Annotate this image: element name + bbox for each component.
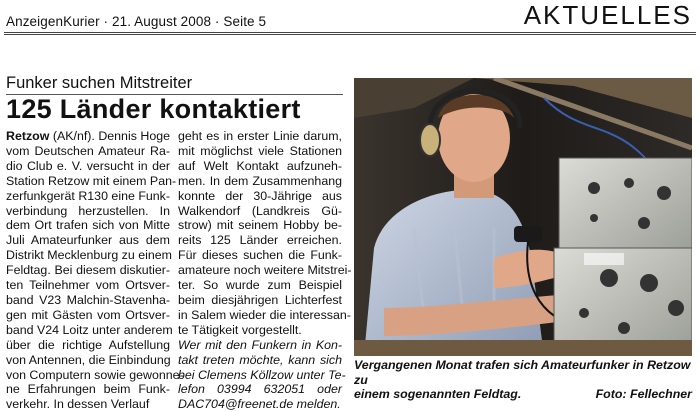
article-line: zerfunkgerät R130 eine Funk- [6, 188, 170, 203]
article-kicker: Funker suchen Mitstreiter [6, 74, 193, 92]
article-line: ten Teilnehmer vom Ortsver- [6, 278, 170, 293]
contact-line: bei Clemens Köllzow unter Te- [178, 367, 346, 382]
publication-line: AnzeigenKurier · 21. August 2008 · Seite 5 [6, 14, 267, 29]
article-column-1 [6, 129, 184, 412]
contact-line: takt treten möchte, kann sich [178, 352, 342, 367]
article-line: Distrikt Mecklenburg zu einem [6, 248, 172, 263]
section-tag: AKTUELLES [523, 0, 692, 30]
dateline: Retzow [6, 129, 50, 143]
article-line: gen mit Gästen vom Ortsver- [6, 307, 170, 322]
radio-operator-photo [354, 78, 692, 356]
article-line: verbindung herzustellen. In [6, 203, 170, 218]
article-line: men. In dem Zusammenhang [178, 173, 342, 188]
article-column-2 [178, 129, 352, 412]
article-line: ter. So wurde zum Beispiel [178, 278, 342, 293]
photo-caption [354, 358, 692, 402]
article-line: mit möglichst viele Stationen [178, 143, 342, 158]
article-line: beim diesjährigen Lichterfest [178, 292, 342, 307]
article-line: in Salem wieder die interessan- [178, 307, 351, 322]
article-line: te Tätigkeit vorgestellt. [178, 322, 302, 337]
article-line-text: (AK/nf). Dennis Hoge [49, 129, 170, 143]
article-line: dem Ort trafen sich von Mitte [6, 218, 170, 233]
article-line: Walkendorf (Landkreis Gü- [178, 203, 342, 218]
article-line: von Computern sowie gewonne- [6, 367, 184, 382]
article-line: strow) mit seinem Hobby be- [178, 218, 342, 233]
article-line: Feldtag. Bei diesem diskutier- [6, 263, 170, 278]
article-line: ne Erfahrungen beim Funk- [6, 382, 170, 397]
caption-line-2: einem sogenannten Feldtag. [354, 387, 522, 401]
contact-line: lefon 03994 632051 oder [178, 382, 342, 397]
article-line: Juli Amateurfunker aus dem [6, 233, 170, 248]
contact-line: DAC704@freenet.de melden. [178, 397, 341, 412]
article-line: band V23 Malchin-Stavenha- [6, 292, 170, 307]
article-line: von Antennen, die Einbindung [6, 352, 171, 367]
article-line: verkehr. In dessen Verlauf [6, 397, 150, 412]
article-line: amateure noch weitere Mitstrei- [178, 263, 352, 278]
article-line: geht es in erster Linie darum, [178, 129, 342, 143]
article-line: konnte der 30-Jährige aus [178, 188, 342, 203]
caption-line-1: Vergangenen Monat trafen sich Amateurfunker in Retzow zu [354, 358, 691, 387]
article-headline: 125 Länder kontaktiert [6, 94, 301, 124]
article-line: auf Welt Kontakt aufzuneh- [178, 158, 342, 173]
article-line: Station Retzow mit einem Pan- [6, 173, 177, 188]
article-line: reits 125 Länder erreichen. [178, 233, 342, 248]
article-line: über die richtige Aufstellung [6, 337, 170, 352]
photo-credit: Foto: Fellechner [595, 387, 692, 401]
header-rule [4, 32, 696, 35]
article-line: vom Deutschen Amateur Ra- [6, 143, 170, 158]
article-line: band V24 Loitz unter anderem [6, 322, 173, 337]
article-photo [354, 78, 692, 356]
article-line: dio Club e. V. versucht in der [6, 158, 170, 173]
contact-line: Wer mit den Funkern in Kon- [178, 337, 342, 352]
article-line [6, 129, 170, 144]
article-line: Für dieses suchen die Funk- [178, 248, 342, 263]
